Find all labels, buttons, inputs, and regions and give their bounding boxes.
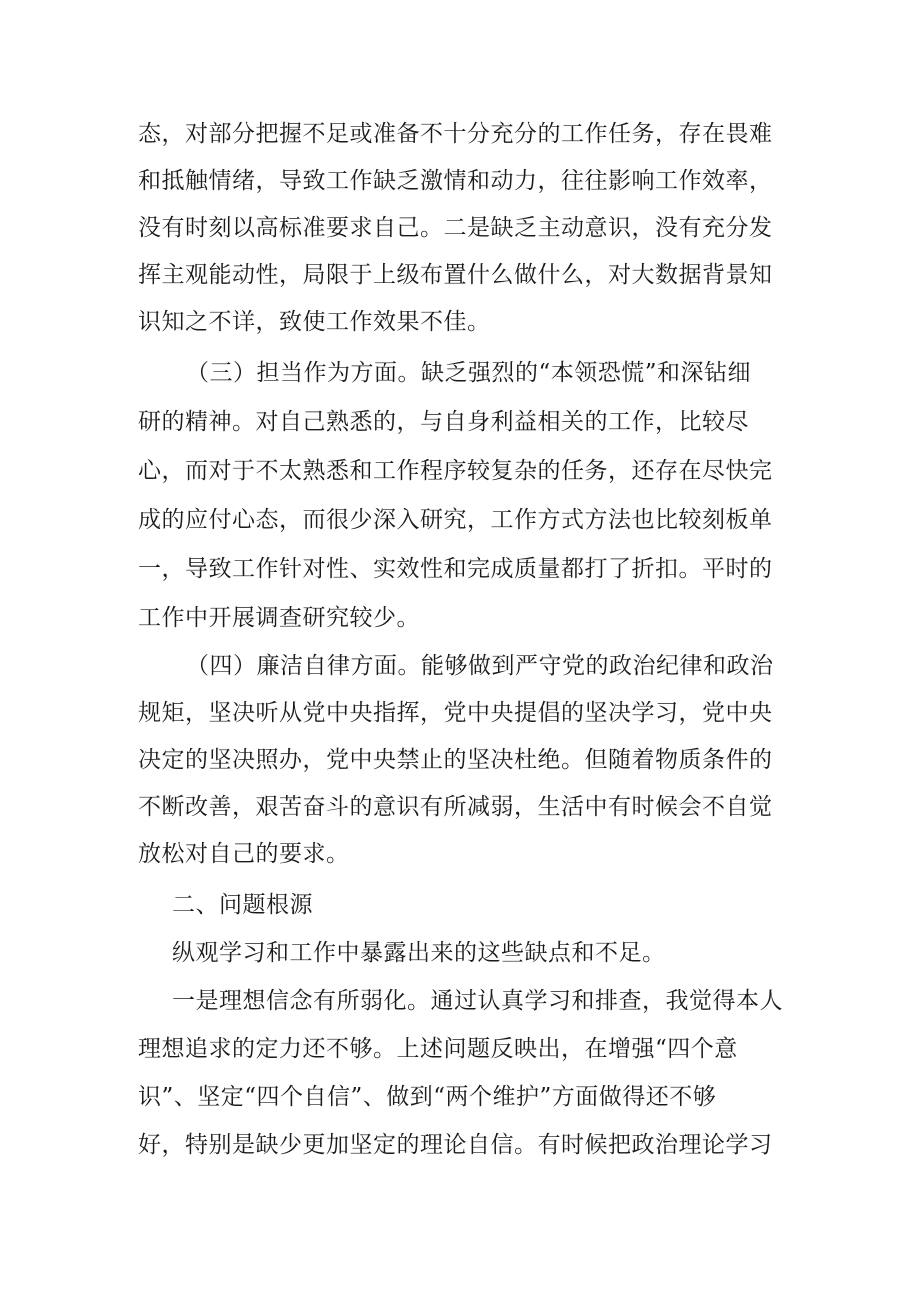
text-line: 研的精神。对自己熟悉的，与自身利益相关的工作，比较尽: [138, 409, 749, 435]
text-line: 态，对部分把握不足或准备不十分充分的工作任务，存在畏难: [138, 121, 773, 147]
text-line: 放松对自己的要求。: [138, 841, 350, 867]
text-line: 没有时刻以高标准要求自己。二是缺乏主动意识，没有充分发: [138, 215, 773, 241]
text-line: 一，导致工作针对性、实效性和完成质量都打了折扣。平时的: [138, 556, 773, 582]
text-line: 纵观学习和工作中暴露出来的这些缺点和不足。: [172, 940, 666, 966]
text-line: 好，特别是缺少更加坚定的理论自信。有时候把政治理论学习: [138, 1132, 773, 1158]
text-line: 成的应付心态，而很少深入研究，工作方式方法也比较刻板单: [138, 507, 773, 533]
text-line: 识知之不详，致使工作效果不佳。: [138, 309, 491, 335]
text-line: 不断改善，艰苦奋斗的意识有所减弱，生活中有时候会不自觉: [138, 794, 773, 820]
text-line: 和抵触情绪，导致工作缺乏激情和动力，往往影响工作效率，: [138, 168, 773, 194]
text-line: 决定的坚决照办，党中央禁止的坚决杜绝。但随着物质条件的: [138, 747, 773, 773]
text-line: 规矩，坚决听从党中央指挥，党中央提倡的坚决学习，党中央: [138, 700, 773, 726]
text-line: 理想追求的定力还不够。上述问题反映出，在增强“四个意: [138, 1036, 738, 1062]
text-line: 挥主观能动性，局限于上级布置什么做什么，对大数据背景知: [138, 262, 773, 288]
text-line: 心，而对于不太熟悉和工作程序较复杂的任务，还存在尽快完: [138, 458, 773, 484]
text-line: 一是理想信念有所弱化。通过认真学习和排查，我觉得本人: [172, 988, 783, 1014]
section-heading-four: （四）廉洁自律方面。能够做到严守党的政治纪律和政治: [186, 653, 774, 679]
text-line: 工作中开展调查研究较少。: [138, 605, 420, 631]
section-heading-three: （三）担当作为方面。缺乏强烈的“本领恐慌”和深钻细: [186, 360, 752, 386]
text-line: 识”、坚定“四个自信”、做到“两个维护”方面做得还不够: [138, 1084, 717, 1110]
heading-problem-roots: 二、问题根源: [172, 892, 313, 918]
